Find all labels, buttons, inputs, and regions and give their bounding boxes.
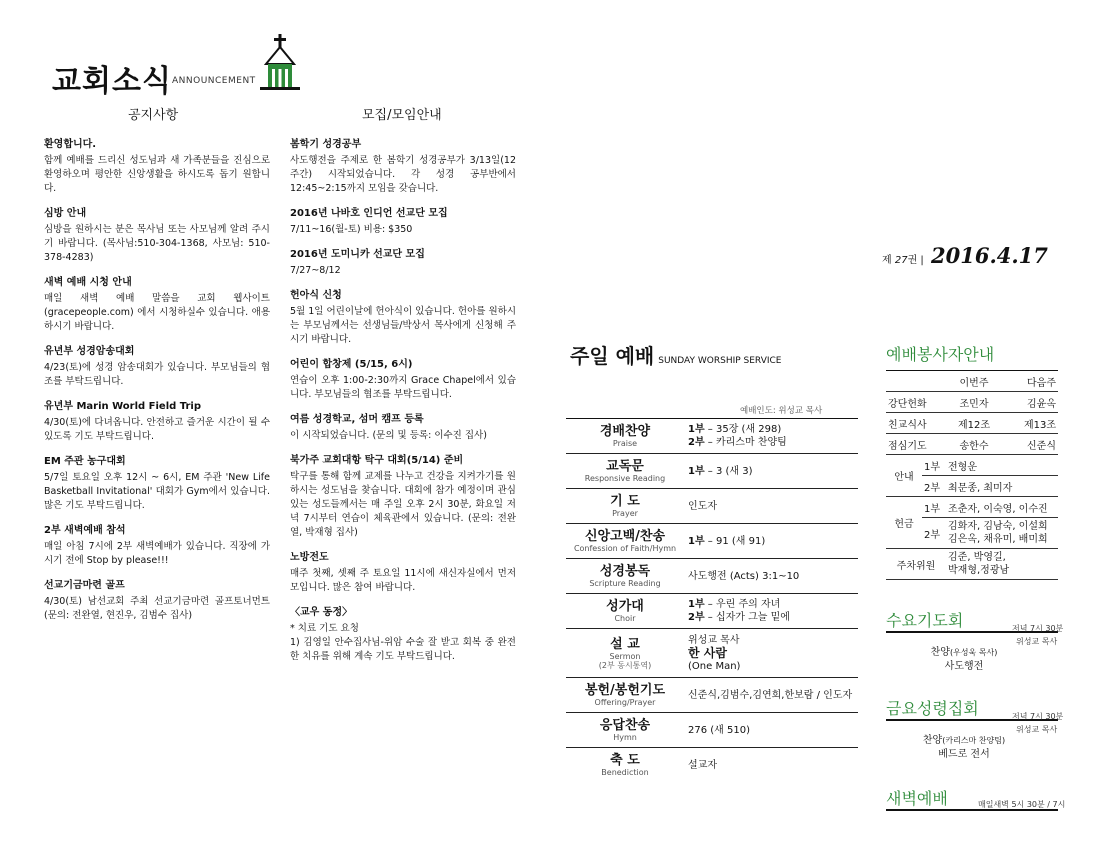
meeting-title: 2016년 나바호 인디언 선교단 모집: [290, 208, 448, 219]
service-1: 1부: [688, 424, 705, 435]
role-label: 헌금: [886, 497, 922, 549]
meeting-body: 탁구를 통해 함께 교제를 나누고 건강을 지켜가기를 원하시는 성도님을 찾습니다. 대회에 참가 예정이며 관심 있는 성도들께서는 매 주일 오후 2시 30분, 화요일 저녁 7시부터 연습이 체육관에서 있습니다. (문의: 전완열, 박재형 집사): [290, 471, 516, 538]
friday-title: 금요성령집회: [886, 699, 979, 718]
worship-label: 경배찬양: [599, 424, 651, 439]
worship-label: 교독문: [606, 459, 644, 474]
sunday-title-ko: 주일 예배: [570, 344, 655, 368]
worship-label: 설 교: [610, 636, 640, 652]
notice-title: 2부 새벽예배 참석: [44, 525, 126, 536]
servant-names: 박재형,정광남: [948, 565, 1010, 576]
meeting-item: [290, 551, 516, 595]
friday-time: 저녁 7시 30분: [1012, 712, 1064, 721]
meeting-body: 5월 1일 어린이날에 헌아식이 있습니다. 헌아를 원하시는 부모님께서는 선생님들/박상서 목사에게 신청해 주시기 바랍니다.: [290, 306, 516, 345]
interpretation-note: (2부 동시통역): [598, 660, 652, 670]
notices-heading: 공지사항: [128, 108, 179, 123]
servant-names: 김화자, 김남숙, 이설희: [948, 521, 1048, 532]
wednesday-topic: 사도행전: [944, 661, 984, 672]
meeting-title: 2016년 도미니카 선교단 모집: [290, 249, 425, 260]
worship-value: 276 (새 510): [688, 724, 750, 736]
servant-names: 최문종, 최미자: [946, 476, 1058, 497]
notices-column: [44, 138, 270, 634]
meeting-item: [290, 289, 516, 347]
dawn-title: 새벽예배: [886, 789, 948, 808]
worship-label: 봉헌/봉헌기도: [584, 683, 666, 698]
servant-next: 김윤옥: [1002, 392, 1058, 413]
wednesday-pastor: 위성교 목사: [1016, 637, 1058, 646]
meeting-title: 헌아식 신청: [290, 290, 342, 301]
vol-suffix: 권 |: [907, 255, 924, 266]
page-title: 교회소식: [52, 64, 172, 99]
preacher: 위성교 목사: [688, 634, 740, 646]
worship-label-en: Prayer: [612, 509, 638, 518]
servant-this: 송한수: [946, 434, 1002, 455]
service-1: 1부: [688, 465, 705, 477]
sermon-title-en: (One Man): [688, 660, 741, 672]
notice-body: 매일 아침 7시에 2부 새벽예배가 있습니다. 직장에 가시기 전에 Stop by please!!!: [44, 541, 270, 566]
worship-label: 성경봉독: [599, 564, 651, 579]
servant-next: 제13조: [1002, 413, 1058, 434]
worship-label-en: Sermon: [609, 651, 641, 661]
notice-title: 유년부 Marin World Field Trip: [44, 401, 202, 412]
worship-value: 신준식,김범수,김연희,한보람 / 인도자: [688, 689, 853, 701]
meeting-item: [290, 606, 516, 664]
friday-pastor: 위성교 목사: [1016, 725, 1058, 734]
meetings-heading: 모집/모임안내: [362, 108, 442, 123]
wednesday-content: [904, 646, 1024, 674]
worship-value: – 3 (새 3): [704, 465, 753, 477]
service-no: 1부: [922, 497, 946, 518]
worship-value: 사도행전 (Acts) 3:1~10: [688, 570, 800, 582]
vol-number: 27: [894, 255, 908, 266]
praise-leader: (카리스마 찬양팀): [942, 736, 1006, 745]
sunday-title: [570, 340, 781, 369]
meeting-title: 봄학기 성경공부: [290, 139, 362, 150]
notice-item: [44, 579, 270, 623]
notice-item: [44, 345, 270, 389]
servant-names: 김준, 박영길,: [948, 552, 1006, 563]
worship-row: [566, 524, 858, 559]
dawn-time: 매일새벽 5시 30분 / 7시: [978, 800, 1066, 809]
notice-item: [44, 455, 270, 513]
meeting-body: 연습이 오후 1:00-2:30까지 Grace Chapel에서 있습니다. 부모님들의 협조를 부탁드립니다.: [290, 375, 516, 400]
service-no: 2부: [922, 476, 946, 497]
worship-label-en: Benediction: [601, 768, 649, 777]
worship-row: [566, 419, 858, 454]
meeting-item: [290, 454, 516, 540]
service-1: 1부: [688, 599, 705, 610]
worship-label-en: Confession of Faith/Hymn: [573, 544, 677, 553]
role-label: 주차위원: [886, 549, 946, 580]
worship-label-en: Choir: [614, 614, 636, 623]
service-2: 2부: [688, 437, 705, 448]
worship-label-en: Scripture Reading: [589, 579, 661, 588]
meeting-body: 이 시작되었습니다. (문의 및 등록: 이수진 집사): [290, 430, 487, 441]
worship-label: 신앙고백/찬송: [584, 529, 666, 544]
notice-title: 심방 안내: [44, 208, 87, 219]
worship-row: [566, 748, 858, 782]
notice-item: [44, 400, 270, 444]
meeting-title: 〈교우 동정〉: [290, 607, 353, 618]
worship-row: [566, 489, 858, 524]
worship-value: – 카리스마 찬양팀: [704, 437, 787, 448]
col-next-week: 다음주: [1002, 371, 1058, 392]
meeting-body: 7/11~16(월-토) 비용: $350: [290, 224, 413, 235]
meeting-title: 북가주 교회대항 탁구 대회(5/14) 준비: [290, 455, 464, 466]
worship-row: [566, 713, 858, 748]
worship-label-en: Responsive Reading: [584, 474, 666, 483]
worship-value: 설교자: [688, 759, 717, 771]
meeting-item: [290, 207, 516, 237]
notice-body: 4/30(토) 남선교회 주최 선교기금마련 골프토너먼트 (문의: 전완열, 현진우, 김범수 집사): [44, 596, 270, 621]
worship-row: [566, 454, 858, 489]
vol-prefix: 제: [882, 255, 892, 266]
worship-row: [566, 629, 858, 678]
worship-value: – 35장 (새 298): [704, 424, 782, 435]
worship-row: [566, 678, 858, 713]
servant-names: 전형운: [946, 455, 1058, 476]
notice-item: [44, 276, 270, 334]
praise-label: 찬양: [922, 735, 943, 746]
notice-title: 새벽 예배 시청 안내: [44, 277, 132, 288]
worship-label: 성가대: [606, 599, 644, 614]
praise-leader: (우성욱 목사): [949, 648, 998, 657]
meeting-body: 사도행전을 주제로 한 봄학기 성경공부가 3/13일(12주간) 시작되었습니다. 각 성경 공부반에서 12:45~2:15까지 모임을 갖습니다.: [290, 155, 516, 194]
church-icon: [258, 34, 302, 90]
friday-content: [904, 734, 1024, 762]
wednesday-time: 저녁 7시 30분: [1012, 624, 1064, 633]
worship-row: [566, 594, 858, 629]
page-subtitle: ANNOUNCEMENT: [172, 76, 256, 86]
worship-leader: 예배인도: 위성교 목사: [740, 406, 823, 416]
role-label: 강단헌화: [886, 392, 946, 413]
meeting-item: [290, 358, 516, 402]
servant-names: 김은옥, 채유미, 배미희: [948, 534, 1048, 545]
servants-table: [886, 370, 1058, 580]
worship-label: 응답찬송: [599, 718, 651, 733]
role-label: 안내: [886, 455, 922, 497]
worship-row: [566, 559, 858, 594]
col-this-week: 이번주: [946, 371, 1002, 392]
meeting-item: [290, 413, 516, 443]
servants-title: 예배봉사자안내: [886, 345, 995, 364]
servant-this: 조민자: [946, 392, 1002, 413]
role-label: 친교식사: [886, 413, 946, 434]
notice-body: 함께 예배를 드리신 성도님과 새 가족분들을 진심으로 환영하오며 평안한 신앙생활을 하시도록 돕기 원합니다.: [44, 155, 270, 194]
notice-title: 환영합니다.: [44, 139, 97, 150]
worship-label: 기 도: [610, 494, 640, 509]
notice-title: 선교기금마련 골프: [44, 580, 125, 591]
worship-label-en: Praise: [612, 439, 638, 448]
issue-date: 2016.4.17: [931, 243, 1048, 268]
service-no: 2부: [922, 518, 946, 549]
service-no: 1부: [922, 455, 946, 476]
service-1: 1부: [688, 535, 705, 547]
servant-names: 조춘자, 이숙영, 이수진: [946, 497, 1058, 518]
wednesday-title: 수요기도회: [886, 611, 964, 630]
praise-label: 찬양: [930, 647, 950, 658]
meeting-title: 여름 성경학교, 섬머 캠프 등록: [290, 414, 424, 425]
worship-order-table: [566, 418, 858, 782]
worship-label: 축 도: [610, 753, 640, 768]
notice-body: 4/23(토)에 성경 암송대회가 있습니다. 부모님들의 협조를 부탁드립니다.: [44, 362, 270, 387]
meetings-column: [290, 138, 516, 675]
servant-next: 신준식: [1002, 434, 1058, 455]
notice-item: [44, 138, 270, 196]
meeting-body: 매주 첫째, 셋째 주 토요일 11시에 새신자실에서 먼저 모입니다. 많은 참여 바랍니다.: [290, 568, 516, 593]
sunday-title-en: SUNDAY WORSHIP SERVICE: [658, 356, 782, 366]
notice-body: 매일 새벽 예배 말씀을 교회 웹사이트 (gracepeople.com) 에서 시청하실수 있습니다. 애용하시기 바랍니다.: [44, 293, 270, 332]
notice-item: [44, 524, 270, 568]
worship-label-en: Offering/Prayer: [594, 698, 656, 707]
worship-value: – 십자가 그늘 밑에: [704, 612, 790, 623]
worship-value: – 91 (새 91): [704, 535, 766, 547]
worship-value: – 우린 주의 자녀: [704, 599, 781, 610]
notice-body: 심방을 원하시는 분은 목사님 또는 사모님께 알려 주시기 바랍니다. (목사님:510-304-1368, 사모님: 510-378-4283): [44, 224, 270, 263]
role-label: 점심기도: [886, 434, 946, 455]
service-2: 2부: [688, 612, 705, 623]
meeting-body: * 치료 기도 요청 1) 김영일 안수집사님-위암 수술 잘 받고 회복 중 완전한 치유를 위해 계속 기도 부탁드립니다.: [290, 623, 516, 662]
worship-value: 인도자: [688, 500, 717, 512]
worship-label-en: Hymn: [613, 733, 637, 742]
notice-body: 5/7일 토요일 오후 12시 ~ 6시, EM 주관 'New Life Basketball Invitational' 대회가 Gym에서 있습니다. 많은 기도 부탁드립니다.: [44, 472, 270, 511]
issue-info: [882, 243, 1048, 268]
notice-title: 유년부 성경암송대회: [44, 346, 135, 357]
meeting-title: 어린이 합창제 (5/15, 6시): [290, 359, 413, 370]
meeting-item: [290, 138, 516, 196]
meeting-item: [290, 248, 516, 278]
meeting-title: 노방전도: [290, 552, 329, 563]
meeting-body: 7/27~8/12: [290, 265, 341, 276]
servant-this: 제12조: [946, 413, 1002, 434]
friday-topic: 베드로 전서: [938, 749, 990, 760]
sermon-title: 한 사람: [688, 645, 727, 660]
notice-item: [44, 207, 270, 265]
notice-title: EM 주관 농구대회: [44, 456, 126, 467]
notice-body: 4/30(토)에 다녀옵니다. 안전하고 즐거운 시간이 될 수 있도록 기도 부탁드립니다.: [44, 417, 270, 442]
